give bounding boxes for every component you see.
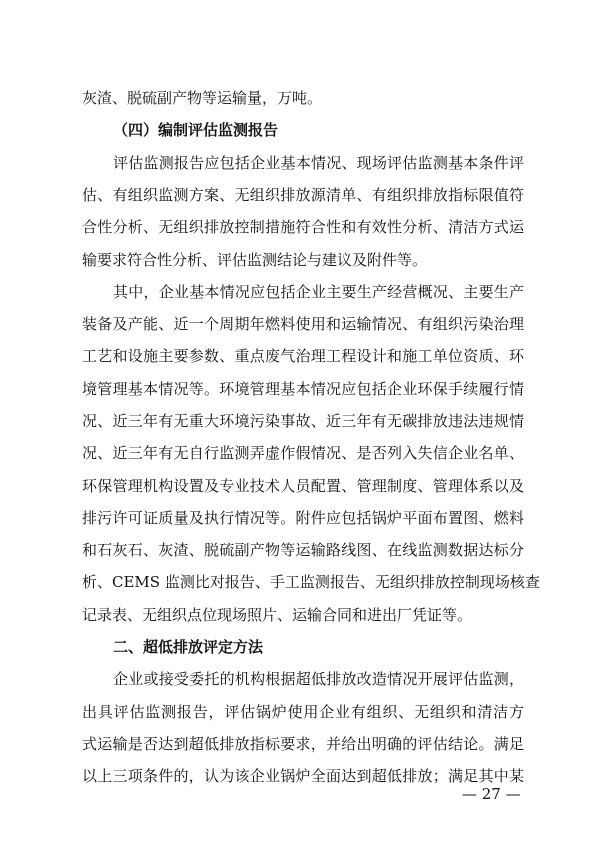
- paragraph-line: 况、近三年有无自行监测弄虚作假情况、是否列入失信企业名单、: [82, 444, 524, 462]
- paragraph-line: 析、CEMS 监测比对报告、手工监测报告、无组织排放控制现场核查: [82, 573, 540, 591]
- page-number: — 27 —: [462, 785, 521, 803]
- body-text-line: 灰渣、脱硫副产物等运输量，万吨。: [82, 89, 323, 107]
- paragraph-line: 出具评估监测报告，评估锅炉使用企业有组织、无组织和清洁方: [82, 703, 524, 721]
- paragraph-line: 和石灰石、灰渣、脱硫副产物等运输路线图、在线监测数据达标分: [82, 541, 524, 559]
- paragraph-line: 记录表、无组织点位现场照片、运输合同和进出厂凭证等。: [82, 606, 473, 624]
- paragraph-line: 输要求符合性分析、评估监测结论与建议及附件等。: [82, 251, 428, 269]
- paragraph-line: 估、有组织监测方案、无组织排放源清单、有组织排放指标限值符: [82, 186, 524, 204]
- paragraph-line: 其中，企业基本情况应包括企业主要生产经营概况、主要生产: [113, 283, 524, 301]
- paragraph-line: 工艺和设施主要参数、重点废气治理工程设计和施工单位资质、环: [82, 347, 524, 365]
- paragraph-line: 环保管理机构设置及专业技术人员配置、管理制度、管理体系以及: [82, 477, 524, 495]
- paragraph-line: 企业或接受委托的机构根据超低排放改造情况开展评估监测，: [113, 670, 524, 688]
- paragraph-line: 以上三项条件的，认为该企业锅炉全面达到超低排放；满足其中某: [82, 767, 524, 785]
- section-heading: 二、超低排放评定方法: [113, 638, 264, 656]
- paragraph-line: 排污许可证质量及执行情况等。附件应包括锅炉平面布置图、燃料: [82, 509, 524, 527]
- paragraph-line: 境管理基本情况等。环境管理基本情况应包括企业环保手续履行情: [82, 380, 524, 398]
- paragraph-line: 评估监测报告应包括企业基本情况、现场评估监测基本条件评: [113, 154, 524, 172]
- section-heading: （四）编制评估监测报告: [113, 121, 279, 139]
- paragraph-line: 装备及产能、近一个周期年燃料使用和运输情况、有组织污染治理: [82, 315, 524, 333]
- paragraph-line: 况、近三年有无重大环境污染事故、近三年有无碳排放违法违规情: [82, 412, 524, 430]
- paragraph-line: 合性分析、无组织排放控制措施符合性和有效性分析、清洁方式运: [82, 218, 524, 236]
- paragraph-line: 式运输是否达到超低排放指标要求，并给出明确的评估结论。满足: [82, 735, 524, 753]
